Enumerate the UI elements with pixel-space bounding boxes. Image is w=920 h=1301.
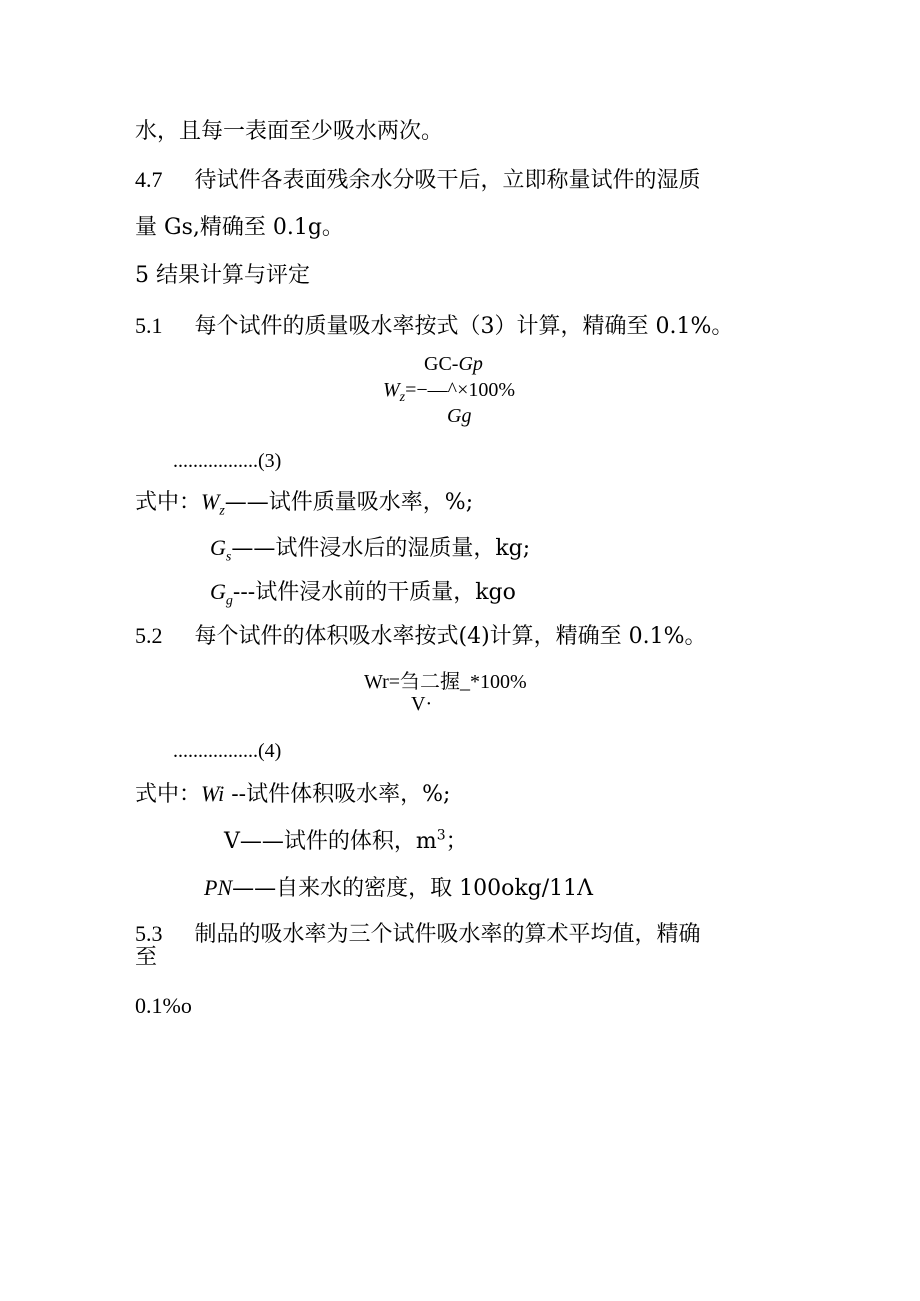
formula-3-denominator bbox=[447, 402, 471, 430]
text-span: GC- bbox=[424, 353, 459, 375]
text-span: .................(4) bbox=[173, 740, 282, 762]
text-span: W bbox=[383, 379, 400, 401]
text-span: g bbox=[225, 593, 233, 609]
text-span: G bbox=[210, 535, 226, 560]
heading-text: 5 结果计算与评定 bbox=[135, 263, 310, 288]
text-span: ——试件浸水后的湿质量，kg; bbox=[231, 536, 531, 561]
clause-text: 每个试件的体积吸水率按式(4)计算，精确至 0.1%。 bbox=[194, 624, 707, 649]
text-span: W bbox=[201, 489, 220, 514]
paragraph-line bbox=[135, 118, 443, 146]
text-span: 量 Gs,精确至 0.1g。 bbox=[135, 215, 344, 240]
text-span: Wi bbox=[201, 781, 225, 806]
text-span: PN bbox=[204, 875, 233, 900]
text-span: 0.1%o bbox=[135, 993, 192, 1018]
clause-text: 待试件各表面残余水分吸干后，立即称量试件的湿质 bbox=[194, 168, 701, 193]
clause-number: 4.7 bbox=[135, 167, 163, 192]
formula-3-numerator bbox=[424, 350, 483, 378]
formula-4-denominator bbox=[411, 690, 432, 718]
clause-text: 制品的吸水率为三个试件吸水率的算术平均值，精确 bbox=[194, 922, 701, 947]
text-span: ——自来水的密度，取 100okg/11Λ bbox=[232, 876, 594, 901]
clause-text: 每个试件的质量吸水率按式（3）计算，精确至 0.1%。 bbox=[194, 314, 734, 339]
text-span: ； bbox=[445, 829, 468, 854]
paragraph-4-7 bbox=[135, 166, 701, 195]
text-span: V——试件的体积，m bbox=[224, 829, 437, 854]
paragraph-4-7-continued bbox=[135, 214, 344, 242]
section-heading-5 bbox=[135, 262, 310, 290]
text-span: G bbox=[210, 579, 226, 604]
paragraph-5-2 bbox=[135, 622, 707, 651]
text-span: V· bbox=[411, 693, 433, 715]
text-span: z bbox=[219, 503, 225, 519]
text-span: Wr=刍二握_*100% bbox=[364, 671, 527, 693]
paragraph-final bbox=[135, 992, 192, 1020]
text-span: z bbox=[399, 390, 406, 405]
formula-4-main bbox=[364, 668, 527, 696]
text-span: 式中： bbox=[135, 782, 202, 807]
text-span: =−—^×100% bbox=[405, 379, 516, 401]
text-span: 至 bbox=[135, 945, 158, 970]
clause-number: 5.3 bbox=[135, 921, 163, 946]
paragraph-5-1 bbox=[135, 312, 733, 341]
definition-pn bbox=[204, 874, 593, 903]
clause-number: 5.2 bbox=[135, 623, 163, 648]
definition-v bbox=[224, 828, 468, 856]
formula-3-main bbox=[383, 376, 515, 404]
text-span: 3 bbox=[436, 827, 446, 844]
text-span: --试件体积吸水率，%; bbox=[224, 782, 451, 807]
paragraph-5-3 bbox=[135, 920, 701, 949]
definition-gg bbox=[210, 578, 516, 607]
text-span: 水，且每一表面至少吸水两次。 bbox=[135, 119, 444, 144]
where-clause-1 bbox=[135, 488, 473, 517]
clause-number: 5.1 bbox=[135, 313, 163, 338]
definition-gs bbox=[210, 534, 530, 563]
text-span: 式中： bbox=[135, 490, 202, 515]
text-span: s bbox=[225, 549, 232, 565]
equation-number-3 bbox=[173, 447, 281, 475]
text-span: Gp bbox=[458, 353, 483, 375]
paragraph-5-3-wrap bbox=[135, 944, 157, 972]
equation-number-4 bbox=[173, 737, 281, 765]
text-span: Gg bbox=[447, 405, 472, 427]
text-span: ——试件质量吸水率，%; bbox=[224, 490, 474, 515]
text-span: ---试件浸水前的干质量，kgo bbox=[232, 580, 516, 605]
where-clause-2 bbox=[135, 780, 450, 809]
text-span: .................(3) bbox=[173, 450, 282, 472]
